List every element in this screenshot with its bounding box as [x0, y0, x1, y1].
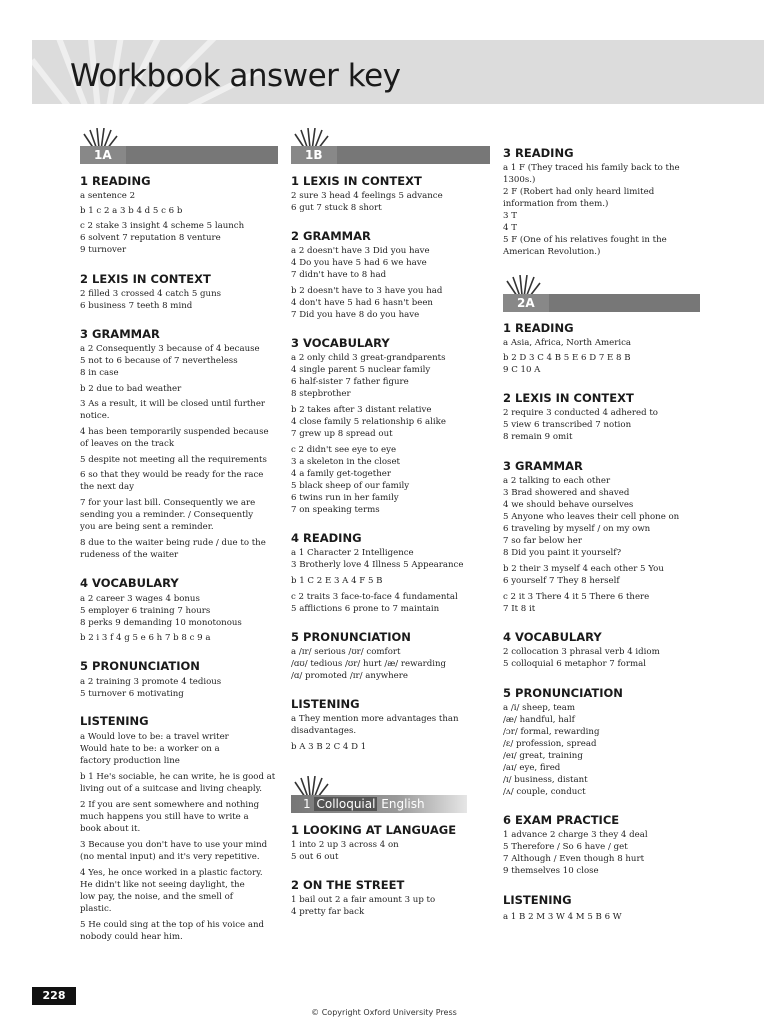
- section-heading: 4 VOCABULARY: [503, 630, 602, 644]
- answer-line: 5 despite not meeting all the requirements: [80, 455, 267, 465]
- answer-line: 2 If you are sent somewhere and nothing: [80, 800, 260, 810]
- section-heading: 1 READING: [503, 321, 574, 335]
- answer-line: 5 Therefore / So 6 have / get: [503, 842, 628, 852]
- answer-line: 9 C 10 A: [503, 365, 541, 375]
- answer-line: 2 F (Robert had only heard limited: [503, 187, 655, 197]
- answer-line: 8 in case: [80, 368, 119, 378]
- answer-line: a Asia, Africa, North America: [503, 338, 632, 348]
- answer-line: /ɛ/ profession, spread: [503, 739, 597, 749]
- section-heading: 3 GRAMMAR: [503, 459, 583, 473]
- answer-line: 3 Brad showered and shaved: [503, 488, 630, 498]
- answer-line: b 2 i 3 f 4 g 5 e 6 h 7 b 8 c 9 a: [80, 633, 211, 643]
- answer-line: /ɪ/ business, distant: [503, 775, 588, 785]
- answer-line: 2 filled 3 crossed 4 catch 5 guns: [80, 289, 222, 299]
- answer-line: 1 bail out 2 a fair amount 3 up to: [291, 895, 436, 905]
- answer-line: 7 didn't have to 8 had: [291, 270, 387, 280]
- section-heading: 4 READING: [291, 531, 362, 545]
- answer-line: /æ/ handful, half: [503, 715, 575, 725]
- answer-line: b 2 their 3 myself 4 each other 5 You: [503, 564, 664, 574]
- answer-line: 8 perks 9 demanding 10 monotonous: [80, 618, 242, 628]
- answer-line: a 2 only child 3 great-grandparents: [291, 353, 446, 363]
- answer-line: 5 F (One of his relatives fought in the: [503, 235, 667, 245]
- answer-line: factory production line: [80, 756, 180, 766]
- answer-line: a 1 F (They traced his family back to the: [503, 163, 680, 173]
- highlighted-word: Colloquial: [316, 797, 376, 811]
- answer-line: a 2 talking to each other: [503, 476, 611, 486]
- answer-line: disadvantages.: [291, 726, 357, 736]
- section-heading: 2 LEXIS IN CONTEXT: [80, 272, 211, 286]
- answer-line: c 2 traits 3 face-to-face 4 fundamental: [291, 592, 458, 602]
- answer-line: sending you a reminder. / Consequently: [80, 510, 254, 520]
- section-heading: 5 PRONUNCIATION: [80, 659, 200, 673]
- answer-line: 8 remain 9 omit: [503, 432, 573, 442]
- section-heading: 4 VOCABULARY: [80, 576, 179, 590]
- answer-line: 8 Did you paint it yourself?: [503, 548, 622, 558]
- answer-line: 3 As a result, it will be closed until further: [80, 399, 266, 409]
- answer-line: a 1 Character 2 Intelligence: [291, 548, 414, 558]
- section-heading: LISTENING: [291, 697, 360, 711]
- answer-line: 2 collocation 3 phrasal verb 4 idiom: [503, 647, 660, 657]
- unit-header-1b: [291, 146, 490, 164]
- section-heading: 2 GRAMMAR: [291, 229, 371, 243]
- answer-line: 4 pretty far back: [291, 907, 365, 917]
- answer-line: a Would love to be: a travel writer: [80, 732, 229, 742]
- answer-line: a /i/ sheep, team: [503, 703, 576, 713]
- answer-line: living out of a suitcase and living cheaply.: [80, 784, 263, 794]
- answer-line: /ɑʊ/ tedious /ʊr/ hurt /æ/ rewarding: [291, 659, 446, 669]
- section-heading: 3 GRAMMAR: [80, 327, 160, 341]
- answer-line: 5 turnover 6 motivating: [80, 689, 184, 699]
- answer-line: 1300s.): [503, 175, 536, 185]
- section-heading: 5 PRONUNCIATION: [291, 630, 411, 644]
- answer-line: He didn't like not seeing daylight, the: [80, 880, 245, 890]
- answer-line: 6 half-sister 7 father figure: [291, 377, 409, 387]
- answer-line: b 2 doesn't have to 3 have you had: [291, 286, 443, 296]
- answer-line: notice.: [80, 411, 110, 421]
- answer-line: b 2 D 3 C 4 B 5 E 6 D 7 E 8 B: [503, 353, 631, 363]
- unit-label: 1B: [291, 146, 337, 164]
- answer-line: 8 stepbrother: [291, 389, 351, 399]
- answer-line: 1 into 2 up 3 across 4 on: [291, 840, 399, 850]
- answer-line: a /ɪr/ serious /ʊr/ comfort: [291, 647, 401, 657]
- answer-line: 4 T: [503, 223, 517, 233]
- answer-line: c 2 didn't see eye to eye: [291, 445, 397, 455]
- answer-line: 6 twins run in her family: [291, 493, 399, 503]
- unit-label: 1A: [80, 146, 126, 164]
- copyright-notice: © Copyright Oxford University Press: [311, 1008, 457, 1017]
- answer-line: 5 Anyone who leaves their cell phone on: [503, 512, 680, 522]
- page-title: Workbook answer key: [70, 58, 401, 94]
- section-heading: 2 LEXIS IN CONTEXT: [503, 391, 634, 405]
- answer-line: 6 yourself 7 They 8 herself: [503, 576, 620, 586]
- section-heading: 5 PRONUNCIATION: [503, 686, 623, 700]
- unit-label: 2A: [503, 294, 549, 312]
- answer-line: rudeness of the waiter: [80, 550, 179, 560]
- answer-line: b 1 c 2 a 3 b 4 d 5 c 6 b: [80, 206, 183, 216]
- answer-line: 5 He could sing at the top of his voice and: [80, 920, 264, 930]
- answer-line: 5 out 6 out: [291, 852, 339, 862]
- answer-line: 6 so that they would be ready for the race: [80, 470, 264, 480]
- section-heading: 1 LOOKING AT LANGUAGE: [291, 823, 457, 837]
- section-heading: 3 READING: [503, 146, 574, 160]
- answer-line: book about it.: [80, 824, 141, 834]
- section-heading: LISTENING: [80, 714, 149, 728]
- answer-line: 5 colloquial 6 metaphor 7 formal: [503, 659, 646, 669]
- answer-line: c 2 it 3 There 4 it 5 There 6 there: [503, 592, 650, 602]
- answer-line: 4 we should behave ourselves: [503, 500, 634, 510]
- answer-line: a 2 career 3 wages 4 bonus: [80, 594, 200, 604]
- answer-line: 3 a skeleton in the closet: [291, 457, 400, 467]
- answer-line: a 2 Consequently 3 because of 4 because: [80, 344, 260, 354]
- answer-line: b 2 takes after 3 distant relative: [291, 405, 432, 415]
- answer-line: 4 don't have 5 had 6 hasn't been: [291, 298, 433, 308]
- answer-line: 5 black sheep of our family: [291, 481, 410, 491]
- answer-line: American Revolution.): [503, 247, 601, 257]
- answer-line: 7 for your last bill. Consequently we are: [80, 498, 256, 508]
- answer-line: 7 so far below her: [503, 536, 582, 546]
- answer-line: of leaves on the track: [80, 439, 175, 449]
- section-heading: 2 ON THE STREET: [291, 878, 405, 892]
- answer-line: 9 themselves 10 close: [503, 866, 599, 876]
- page-number: 228: [32, 987, 76, 1005]
- answer-line: /ɔr/ formal, rewarding: [503, 727, 600, 737]
- answer-line: 4 has been temporarily suspended because: [80, 427, 269, 437]
- answer-line: 4 Yes, he once worked in a plastic factory.: [80, 868, 263, 878]
- answer-line: 1 advance 2 charge 3 they 4 deal: [503, 830, 648, 840]
- answer-line: 3 Because you don't have to use your mind: [80, 840, 268, 850]
- answer-line: 7 Did you have 8 do you have: [291, 310, 420, 320]
- answer-line: a sentence 2: [80, 191, 136, 201]
- answer-line: (no mental input) and it's very repetitive.: [80, 852, 260, 862]
- answer-line: a 2 doesn't have 3 Did you have: [291, 246, 430, 256]
- answer-line: /eɪ/ great, training: [503, 751, 583, 761]
- answer-line: a 1 B 2 M 3 W 4 M 5 B 6 W: [503, 912, 622, 922]
- unit-header-1a: [80, 146, 278, 164]
- answer-line: 5 afflictions 6 prone to 7 maintain: [291, 604, 440, 614]
- answer-line: 5 employer 6 training 7 hours: [80, 606, 211, 616]
- answer-line: plastic.: [80, 904, 112, 914]
- answer-line: 7 on speaking terms: [291, 505, 380, 515]
- section-heading: 1 LEXIS IN CONTEXT: [291, 174, 422, 188]
- section-heading: LISTENING: [503, 893, 572, 907]
- answer-line: /ɑ/ promoted /ɪr/ anywhere: [291, 671, 408, 681]
- answer-line: 7 It 8 it: [503, 604, 536, 614]
- answer-line: 8 due to the waiter being rude / due to the: [80, 538, 266, 548]
- answer-line: 6 gut 7 stuck 8 short: [291, 203, 382, 213]
- answer-line: 6 business 7 teeth 8 mind: [80, 301, 193, 311]
- answer-line: 3 Brotherly love 4 Illness 5 Appearance: [291, 560, 464, 570]
- answer-line: low pay, the noise, and the smell of: [80, 892, 233, 902]
- answer-line: information from them.): [503, 199, 609, 209]
- answer-line: /ʌ/ couple, conduct: [503, 787, 586, 797]
- answer-line: 6 traveling by myself / on my own: [503, 524, 651, 534]
- answer-line: nobody could hear him.: [80, 932, 183, 942]
- answer-line: b A 3 B 2 C 4 D 1: [291, 742, 367, 752]
- answer-line: you are being sent a reminder.: [80, 522, 214, 532]
- answer-line: a They mention more advantages than: [291, 714, 459, 724]
- answer-line: 5 view 6 transcribed 7 notion: [503, 420, 632, 430]
- section-heading: 3 VOCABULARY: [291, 336, 390, 350]
- answer-line: 6 solvent 7 reputation 8 venture: [80, 233, 221, 243]
- unit-header-colloquial-english: 1 Colloquial English: [291, 795, 467, 813]
- answer-line: a 2 training 3 promote 4 tedious: [80, 677, 222, 687]
- answer-line: c 2 stake 3 insight 4 scheme 5 launch: [80, 221, 245, 231]
- answer-line: 4 single parent 5 nuclear family: [291, 365, 431, 375]
- answer-line: /aɪ/ eye, fired: [503, 763, 561, 773]
- section-heading: 6 EXAM PRACTICE: [503, 813, 620, 827]
- answer-line: much happens you still have to write a: [80, 812, 249, 822]
- answer-line: 7 Although / Even though 8 hurt: [503, 854, 645, 864]
- answer-line: b 1 C 2 E 3 A 4 F 5 B: [291, 576, 383, 586]
- answer-line: b 2 due to bad weather: [80, 384, 182, 394]
- unit-header-2a: [503, 294, 700, 312]
- answer-line: 4 Do you have 5 had 6 we have: [291, 258, 427, 268]
- answer-line: 4 a family get-together: [291, 469, 391, 479]
- answer-line: b 1 He's sociable, he can write, he is good at: [80, 772, 276, 782]
- answer-line: 3 T: [503, 211, 517, 221]
- answer-line: 5 not to 6 because of 7 nevertheless: [80, 356, 238, 366]
- answer-line: 2 sure 3 head 4 feelings 5 advance: [291, 191, 443, 201]
- answer-line: 4 close family 5 relationship 6 alike: [291, 417, 446, 427]
- answer-line: the next day: [80, 482, 134, 492]
- answer-line: Would hate to be: a worker on a: [80, 744, 220, 754]
- section-heading: 1 READING: [80, 174, 151, 188]
- answer-line: 2 require 3 conducted 4 adhered to: [503, 408, 658, 418]
- answer-line: 7 grew up 8 spread out: [291, 429, 393, 439]
- answer-line: 9 turnover: [80, 245, 127, 255]
